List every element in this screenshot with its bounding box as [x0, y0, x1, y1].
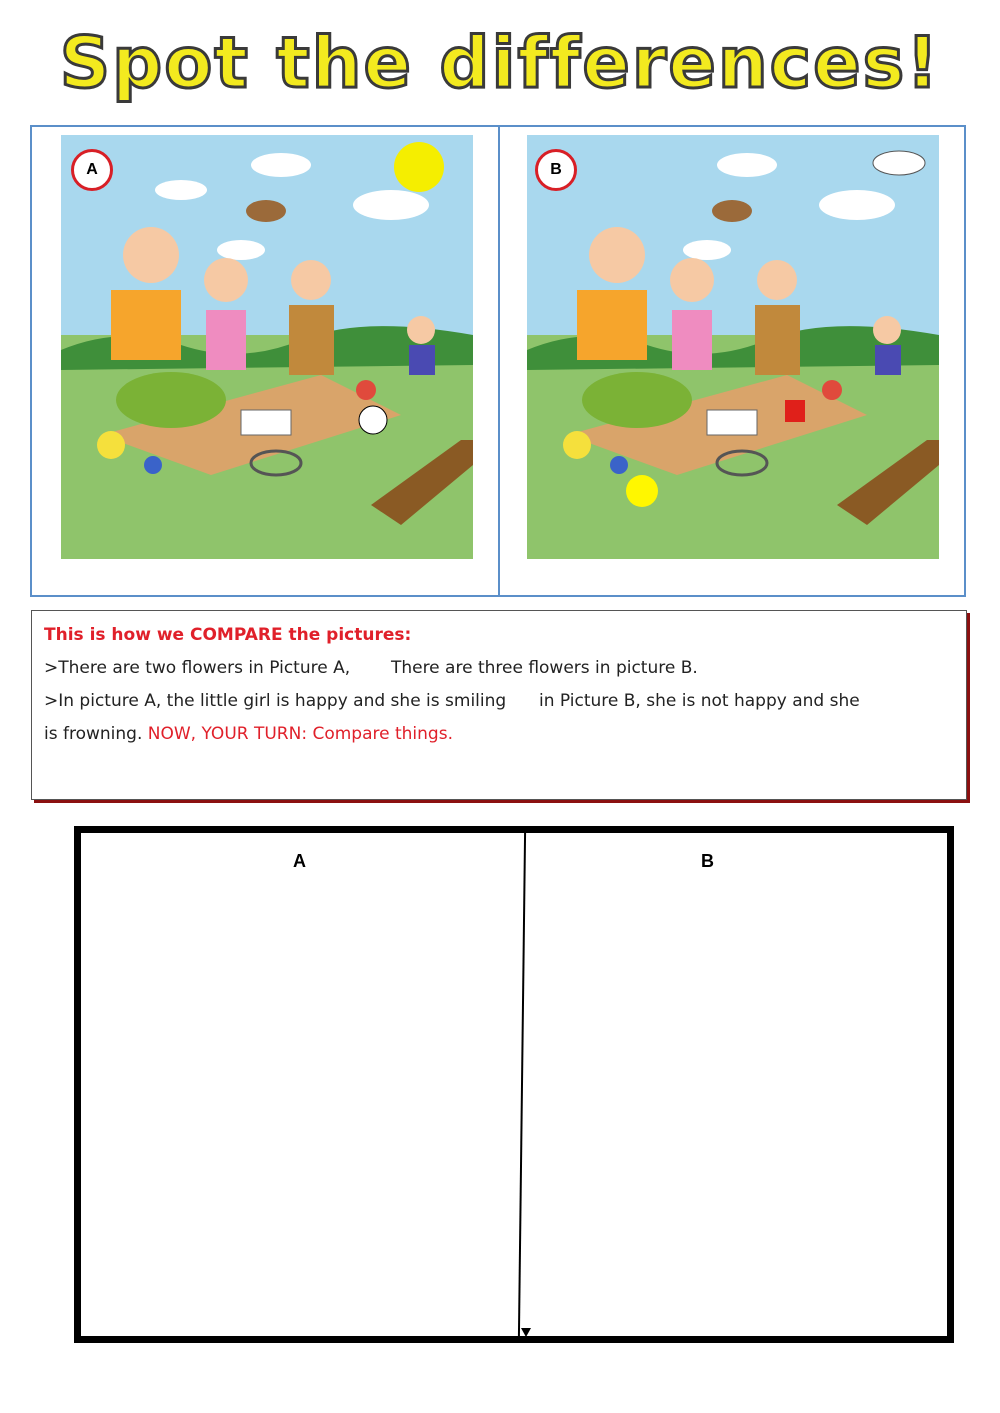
picture-b-label: B — [535, 149, 577, 191]
pictures-frame — [30, 125, 966, 597]
cloud-icon — [683, 240, 731, 260]
instructions-line3: is frowning. — [44, 724, 143, 744]
answer-table — [74, 826, 954, 1343]
girl-icon — [670, 258, 714, 302]
bird-icon — [246, 200, 286, 222]
boy-icon — [757, 260, 797, 300]
flower-icon — [144, 456, 162, 474]
instructions-heading: This is how we COMPARE the pictures: — [44, 625, 412, 645]
woman-icon — [589, 227, 645, 283]
arrow-down-icon — [521, 1328, 531, 1337]
cloud-icon — [873, 151, 925, 175]
cloud-icon — [717, 153, 777, 177]
cloud-icon — [155, 180, 207, 200]
baby-icon — [407, 316, 435, 344]
picture-b — [527, 135, 939, 559]
instructions-line1-b: There are three flowers in picture B. — [390, 658, 698, 678]
soccer-ball-icon — [359, 406, 387, 434]
beach-ball-icon — [822, 380, 842, 400]
instructions-box — [31, 610, 967, 800]
woman-icon — [123, 227, 179, 283]
pictures-divider — [498, 127, 500, 595]
boy-icon — [291, 260, 331, 300]
cloud-icon — [217, 240, 265, 260]
flower-icon — [610, 456, 628, 474]
page-title: Spot the differences! — [59, 22, 941, 104]
flower-icon — [626, 475, 658, 507]
flower-icon — [563, 431, 591, 459]
picnic-scene-b — [527, 135, 939, 559]
picture-a-label: A — [71, 149, 113, 191]
picture-a — [61, 135, 473, 559]
bird-icon — [712, 200, 752, 222]
sun-icon — [394, 142, 444, 192]
answer-divider — [518, 833, 526, 1336]
girl-icon — [204, 258, 248, 302]
flower-icon — [97, 431, 125, 459]
answer-col-a-header: A — [293, 851, 306, 871]
instructions-line1-a: >There are two flowers in Picture A, — [44, 658, 351, 678]
cloud-icon — [819, 190, 895, 220]
cloud-icon — [251, 153, 311, 177]
instructions-line2-b: in Picture B, she is not happy and she — [539, 691, 860, 711]
beach-ball-icon — [356, 380, 376, 400]
baby-icon — [873, 316, 901, 344]
cup-icon — [785, 400, 805, 422]
instructions-line2-a: >In picture A, the little girl is happy and she is smiling — [44, 691, 507, 711]
picnic-scene-a — [61, 135, 473, 559]
cloud-icon — [353, 190, 429, 220]
instructions-call-to-action: NOW, YOUR TURN: Compare things. — [147, 724, 453, 744]
answer-col-b-header: B — [701, 851, 714, 871]
